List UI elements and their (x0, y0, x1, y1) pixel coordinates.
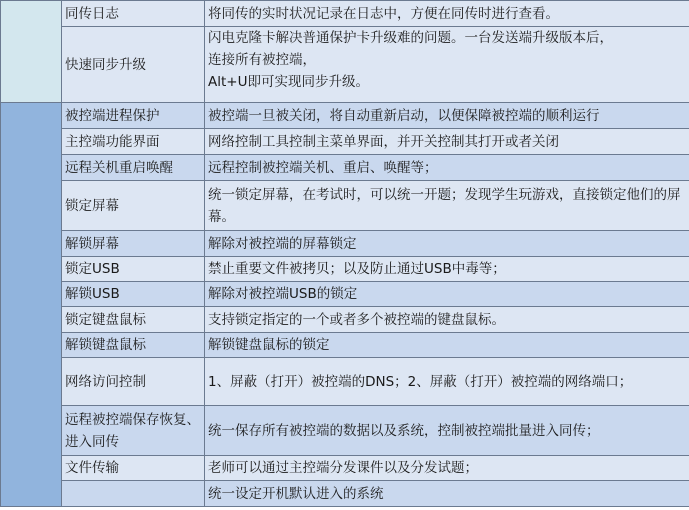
table-row (1, 181, 689, 231)
feature-cell: 网络访问控制 (62, 358, 205, 406)
feature-cell: 快速同步升级 (62, 27, 205, 103)
table-row (1, 1, 689, 27)
table-row (1, 257, 689, 282)
table-row (1, 358, 689, 406)
description-line: 闪电克隆卡解决普通保护卡升级难的问题。一台发送端升级版本后， (208, 30, 613, 46)
feature-cell: 远程关机重启唤醒 (62, 155, 205, 181)
description-cell: 远程控制被控端关机、重启、唤醒等； (205, 155, 689, 181)
table-row (1, 103, 689, 129)
feature-cell (62, 481, 205, 507)
description-cell: 解除对被控端的屏幕锁定 (205, 231, 689, 257)
table-row (1, 456, 689, 481)
table-row (1, 406, 689, 456)
description-cell: 老师可以通过主控端分发课件以及分发试题； (205, 456, 689, 481)
feature-cell: 解锁键盘鼠标 (62, 333, 205, 358)
description-cell: 被控端一旦被关闭，将自动重新启动，以便保障被控端的顺利运行 (205, 103, 689, 129)
table-row (1, 27, 689, 103)
group-cell-2 (1, 103, 62, 507)
description-cell: 网络控制工具控制主菜单界面，并开关控制其打开或者关闭 (205, 129, 689, 155)
description-cell (205, 27, 689, 103)
description-cell: 解锁键盘鼠标的锁定 (205, 333, 689, 358)
description-cell: 统一锁定屏幕，在考试时，可以统一开题；发现学生玩游戏，直接锁定他们的屏幕。 (205, 181, 689, 231)
table-row (1, 282, 689, 307)
feature-cell: 远程被控端保存恢复、进入同传 (62, 406, 205, 456)
description-cell: 将同传的实时状况记录在日志中，方便在同传时进行查看。 (205, 1, 689, 27)
description-cell: 统一保存所有被控端的数据以及系统，控制被控端批量进入同传； (205, 406, 689, 456)
table-row (1, 307, 689, 333)
table-row (1, 129, 689, 155)
feature-cell: 锁定键盘鼠标 (62, 307, 205, 333)
table-row (1, 155, 689, 181)
table-row (1, 333, 689, 358)
feature-cell: 被控端进程保护 (62, 103, 205, 129)
feature-cell: 文件传输 (62, 456, 205, 481)
description-line: Alt+U即可实现同步升级。 (208, 74, 369, 90)
table-row (1, 231, 689, 257)
description-line: 连接所有被控端， (208, 52, 316, 68)
description-cell: 统一设定开机默认进入的系统 (205, 481, 689, 507)
feature-cell: 解锁USB (62, 282, 205, 307)
feature-cell: 锁定屏幕 (62, 181, 205, 231)
group-cell-1 (1, 1, 62, 103)
table-row (1, 481, 689, 507)
feature-cell: 锁定USB (62, 257, 205, 282)
feature-cell: 主控端功能界面 (62, 129, 205, 155)
feature-cell: 解锁屏幕 (62, 231, 205, 257)
description-cell: 支持锁定指定的一个或者多个被控端的键盘鼠标。 (205, 307, 689, 333)
feature-cell: 同传日志 (62, 1, 205, 27)
description-cell: 禁止重要文件被拷贝；以及防止通过USB中毒等； (205, 257, 689, 282)
description-cell: 解除对被控端USB的锁定 (205, 282, 689, 307)
description-cell: 1、屏蔽（打开）被控端的DNS；2、屏蔽（打开）被控端的网络端口； (205, 358, 689, 406)
